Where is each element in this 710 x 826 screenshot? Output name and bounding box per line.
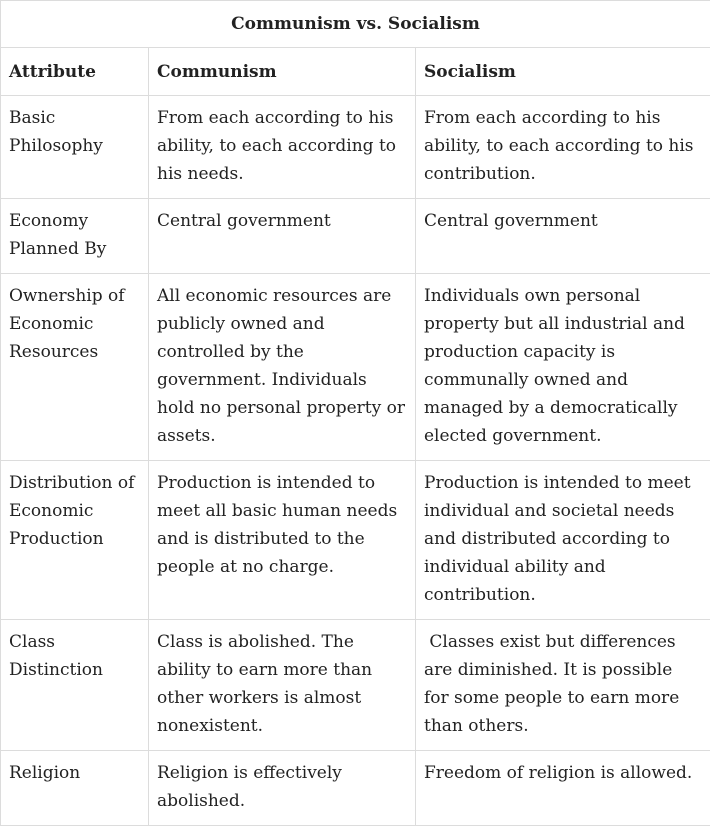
- table-row: [1, 96, 710, 199]
- attribute-cell: Basic Philosophy: [1, 96, 149, 199]
- communism-cell: Religion is effectively abolished.: [149, 751, 416, 826]
- communism-cell: All economic resources are publicly owned and controlled by the government. Individuals hold no personal property or assets.: [149, 274, 416, 461]
- socialism-cell: Production is intended to meet individual and societal needs and distributed according to individual ability and contribution.: [416, 461, 710, 620]
- attribute-cell: Ownership of Economic Resources: [1, 274, 149, 461]
- socialism-cell: From each according to his ability, to each according to his contribution.: [416, 96, 710, 199]
- attribute-cell: Religion: [1, 751, 149, 826]
- table-row: [1, 199, 710, 274]
- table-header-row: [1, 48, 710, 96]
- table-row: [1, 274, 710, 461]
- table-row: [1, 751, 710, 826]
- header-communism: Communism: [149, 48, 416, 96]
- communism-cell: Class is abolished. The ability to earn more than other workers is almost nonexistent.: [149, 620, 416, 751]
- table-row: [1, 620, 710, 751]
- communism-cell: Central government: [149, 199, 416, 274]
- attribute-cell: Economy Planned By: [1, 199, 149, 274]
- attribute-cell: Distribution of Economic Production: [1, 461, 149, 620]
- header-socialism: Socialism: [416, 48, 710, 96]
- attribute-cell: Class Distinction: [1, 620, 149, 751]
- header-attribute: Attribute: [1, 48, 149, 96]
- socialism-cell: Classes exist but differences are diminished. It is possible for some people to earn more than others.: [416, 620, 710, 751]
- communism-cell: From each according to his ability, to each according to his needs.: [149, 96, 416, 199]
- table-row: [1, 461, 710, 620]
- table-title: Communism vs. Socialism: [1, 1, 710, 48]
- socialism-cell: Individuals own personal property but all industrial and production capacity is communally owned and managed by a democratically elected government.: [416, 274, 710, 461]
- socialism-cell: Freedom of religion is allowed.: [416, 751, 710, 826]
- socialism-cell: Central government: [416, 199, 710, 274]
- table-title-row: [1, 1, 710, 48]
- communism-cell: Production is intended to meet all basic human needs and is distributed to the people at no charge.: [149, 461, 416, 620]
